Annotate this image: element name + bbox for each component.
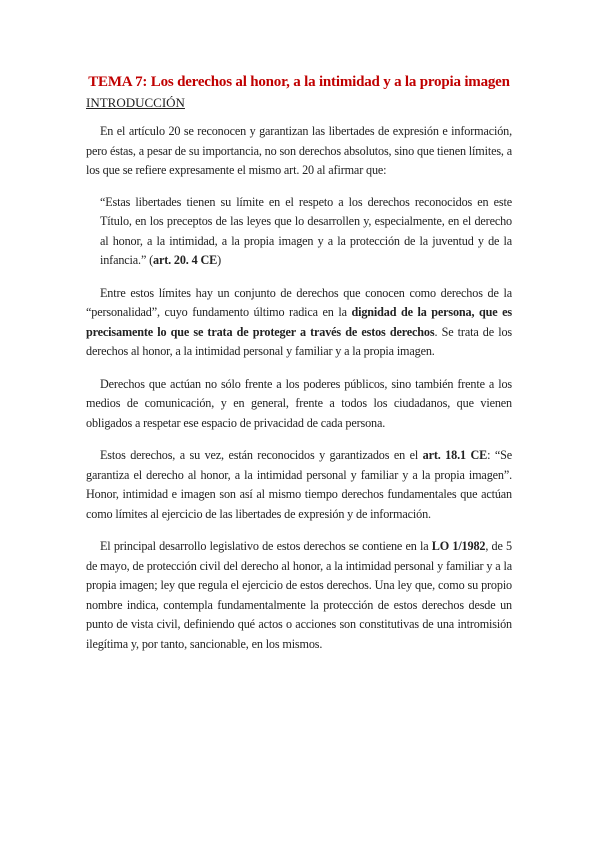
section-heading: INTRODUCCIÓN	[86, 95, 185, 110]
p2-text-b: . Se trata de los derechos al honor, a la intimidad personal y familiar y a la propia imagen.	[86, 324, 512, 358]
p4-text-a: Estos derechos, a su vez, están reconocidos y garantizados en el	[100, 448, 423, 462]
p4-text-b: : “Se garantiza el derecho al honor, a la intimidad personal y familiar y a la propia imagen”. Honor, intimidad e imagen son así al mismo tiempo derechos fundamentales que actúan como límites al ejercicio de las libertades de expresión y de información.	[86, 448, 512, 521]
p5-text-a: El principal desarrollo legislativo de estos derechos se contiene en la	[100, 539, 432, 553]
quote-text: “Estas libertades tienen su límite en el respeto a los derechos reconocidos en este Título, en los preceptos de las leyes que lo desarrollen y, especialmente, en el derecho al honor, a la intimidad, a la propia imagen y a la protección de la juventud y de la infancia.” (	[100, 194, 512, 267]
paragraph-scope: Derechos que actúan no sólo frente a los poderes públicos, sino también frente a los medios de comunicación, y en general, frente a todos los ciudadanos, que vienen obligados a respetar ese espacio de privacidad de cada persona.	[86, 376, 512, 430]
p2-text-a: Entre estos límites hay un conjunto de derechos que conocen como derechos de la “personalidad”, cuyo fundamento último radica en la	[86, 285, 512, 319]
constitution-quote	[100, 193, 512, 271]
quote-reference: art. 20. 4 CE	[153, 253, 218, 267]
p5-text-b: , de 5 de mayo, de protección civil del derecho al honor, a la intimidad personal y familiar y a la propia imagen; ley que regula el ejercicio de estos derechos. Una ley que, como su propio nombre indica, contempla fundamentalmente la protección de estos derechos desde un punto de vista civil, definiendo qué actos o acciones son constitutivas de una intromisión ilegítima y, por tanto, sancionable, en los mismos.	[86, 539, 512, 651]
paragraph-intro: En el artículo 20 se reconocen y garantizan las libertades de expresión e información, pero éstas, a pesar de su importancia, no son derechos absolutos, sino que tienen límites, a los que se refiere expresamente el mismo art. 20 al afirmar que:	[86, 124, 512, 177]
quote-close: )	[217, 253, 221, 267]
p4-bold: art. 18.1 CE	[422, 448, 488, 462]
p2-bold: dignidad de la persona, que es precisamente lo que se trata de proteger a través de estos derechos	[86, 305, 512, 339]
paragraph-lo-1982	[86, 537, 512, 654]
paragraph-personality-rights	[86, 284, 512, 362]
paragraph-art-18	[86, 446, 512, 524]
p5-bold: LO 1/1982	[431, 539, 486, 553]
document-title: TEMA 7: Los derechos al honor, a la intimidad y a la propia imagen	[88, 74, 510, 90]
